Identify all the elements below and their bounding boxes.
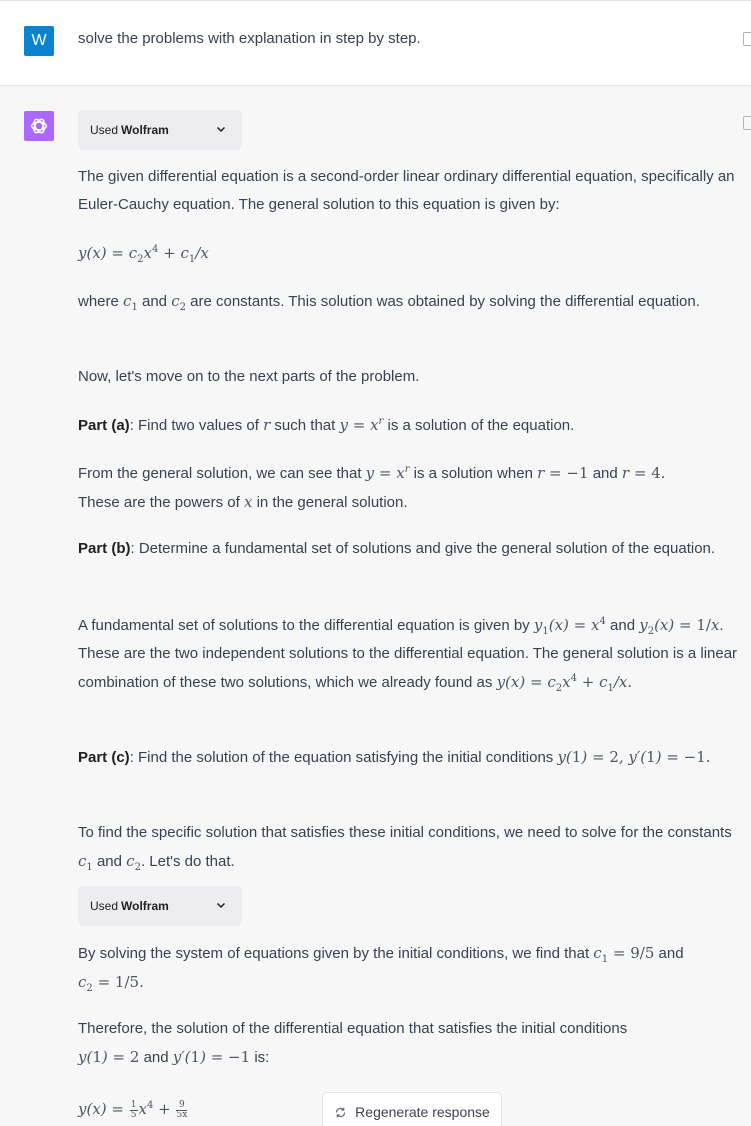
plugin-used-wolfram-toggle[interactable] [78,886,242,926]
pill-plugin-name: Wolfram [121,899,169,913]
equation-general-solution: $y(x) = c_2x^4 + c_1/x$ [78,244,209,265]
pill-prefix: Used [90,899,119,913]
plugin-used-wolfram-toggle[interactable] [78,110,242,150]
edit-icon[interactable] [743,32,751,46]
paragraph-solve-constants: To find the specific solution that satisfies these initial conditions, we need to solve for the constants $c_1$ and $c_2$. Let's do that. [78,824,732,873]
part-b-answer: A fundamental set of solutions to the differential equation is given by $y_1(x) = x^4$ and $y_2(x) = 1/x$. These are the two independent solutions to the differential equation. The general solution is a linear combination of these two solutions, which we already found as $y(x) = c_2x^4 + c_1/x$. [78,616,738,694]
regenerate-label: Regenerate response [355,1104,490,1120]
pill-prefix: Used [90,123,119,137]
assistant-message-row [0,87,751,1126]
refresh-icon [334,1106,347,1119]
regenerate-response-button[interactable] [322,1092,502,1126]
paragraph-next-parts: Now, let's move on to the next parts of the problem. [78,368,420,385]
user-message-text: solve the problems with explanation in step by step. [78,30,421,47]
chevron-down-icon [214,122,228,136]
part-c-heading: Part (c): Find the solution of the equation satisfying the initial conditions y(1) = 2, y′(1) = −1. [78,748,711,766]
paragraph-intro: The given differential equation is a second-order linear ordinary differential equation, specifically an Euler-Cauchy equation. The general solution to this equation is given by: [78,168,735,213]
paragraph-therefore: Therefore, the solution of the differential equation that satisfies the initial conditions y(1) = 2 and y′(1) = −1 is: [78,1020,628,1066]
copy-icon[interactable] [743,116,751,130]
part-a-heading: Part (a): Find two values of r such that $y = x^r$ is a solution of the equation. [78,416,575,434]
user-message-row [0,0,751,86]
part-b-heading: Part (b): Determine a fundamental set of solutions and give the general solution of the equation. [78,540,716,557]
paragraph-constants: where $c_1$ and $c_2$ are constants. This solution was obtained by solving the differential equation. [78,292,700,313]
user-avatar: W [24,26,54,56]
pill-plugin-name: Wolfram [121,123,169,137]
paragraph-constant-values: By solving the system of equations given by the initial conditions, we find that $c_1 = 9/5$ and $c_2 = 1/5$. [78,944,684,994]
part-a-answer: From the general solution, we can see that $y = x^r$ is a solution when r = −1 and r = 4. These are the powers of x in the general solution. [78,464,666,511]
openai-logo-icon [28,115,50,137]
chevron-down-icon [214,898,228,912]
equation-final-solution: y(x) = $\frac{1}{5}$ $x^4$ + $\frac{9}{5x}$ [78,1099,188,1120]
assistant-avatar [24,111,54,141]
